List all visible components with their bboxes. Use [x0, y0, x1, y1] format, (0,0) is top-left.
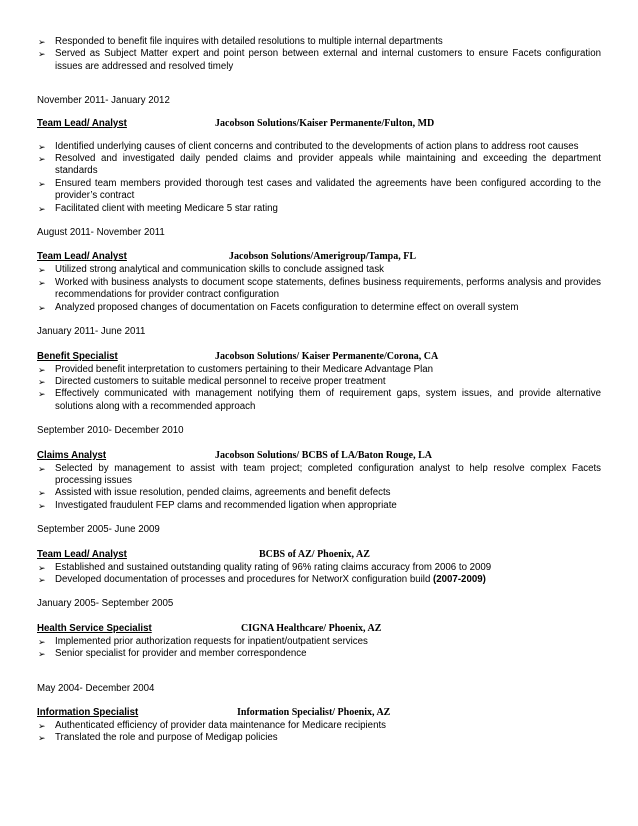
job-role-line: [37, 549, 601, 562]
job-title: Team Lead/ Analyst: [37, 251, 127, 263]
bullet-item: ➢ Translated the role and purpose of Medigap policies: [37, 732, 601, 744]
bullet-item: ➢ Identified underlying causes of client concerns and contributed to the developments of action plans to address root causes: [37, 141, 601, 153]
job-entry: [37, 227, 601, 314]
job-dates: January 2011- June 2011: [37, 326, 146, 338]
job-entry: [37, 683, 601, 745]
job-company: Jacobson Solutions/ Kaiser Permanente/Corona, CA: [215, 350, 439, 362]
bullet-item: ➢ Senior specialist for provider and member correspondence: [37, 648, 601, 660]
bullet-item: ➢ Selected by management to assist with team project; completed configuration analyst to help resolve complex Facets processing issues: [37, 463, 601, 488]
bullet-item: ➢ Directed customers to suitable medical personnel to receive proper treatment: [37, 376, 601, 388]
job-bullet-list: [37, 463, 601, 513]
bullet-item: ➢ Utilized strong analytical and communication skills to conclude assigned task: [37, 264, 601, 276]
job-company: BCBS of AZ/ Phoenix, AZ: [259, 548, 370, 560]
job-role-line: [37, 251, 601, 264]
job-bullet-list: [37, 141, 601, 215]
bullet-item: ➢ Investigated fraudulent FEP clams and recommended ligation when appropriate: [37, 500, 601, 512]
bullet-item: ➢ Assisted with issue resolution, pended claims, agreements and benefit defects: [37, 487, 601, 499]
job-entry: [37, 425, 601, 512]
bullet-item: ➢ Resolved and investigated daily pended claims and provider appeals while maintaining and exceeding the department standards: [37, 153, 601, 178]
job-role-line: [37, 707, 601, 720]
bullet-item: ➢ Facilitated client with meeting Medicare 5 star rating: [37, 203, 601, 215]
bullet-item: ➢ Served as Subject Matter expert and point person between external and internal customers to ensure Facets configuration issues are addressed and resolved timely: [37, 48, 601, 73]
job-dates: November 2011- January 2012: [37, 95, 170, 107]
job-role-line: [37, 623, 601, 636]
job-bullet-list: [37, 364, 601, 414]
job-dates: May 2004- December 2004: [37, 682, 155, 694]
bullet-date-range: (2007-2009): [433, 573, 486, 585]
job-role-line: [37, 450, 601, 463]
job-bullet-list: [37, 264, 601, 314]
job-entry: [37, 598, 601, 660]
resume-page: [37, 36, 601, 745]
job-title: Team Lead/ Analyst: [37, 117, 127, 129]
job-title: Claims Analyst: [37, 449, 107, 461]
bullet-item: ➢ Ensured team members provided thorough test cases and validated the agreements have been configured according to the provider’s contract: [37, 178, 601, 203]
job-entry: [37, 326, 601, 413]
job-role-line: [37, 351, 601, 364]
bullet-item: ➢ Implemented prior authorization requests for inpatient/outpatient services: [37, 636, 601, 648]
job-company: Jacobson Solutions/Amerigroup/Tampa, FL: [229, 251, 416, 263]
intro-bullet-list: [37, 36, 601, 73]
bullet-item: [37, 574, 601, 586]
bullet-item: ➢ Effectively communicated with management notifying them of requirement gaps, system issues, and provide alternative solutions along with a recommended approach: [37, 388, 601, 413]
bullet-item: ➢ Established and sustained outstanding quality rating of 96% rating claims accuracy from 2006 to 2009: [37, 562, 601, 574]
job-role-line: [37, 118, 601, 131]
job-dates: September 2010- December 2010: [37, 425, 184, 437]
job-title: Benefit Specialist: [37, 350, 118, 362]
bullet-item: ➢ Provided benefit interpretation to customers pertaining to their Medicare Advantage Plan: [37, 364, 601, 376]
job-title: Health Service Specialist: [37, 622, 152, 634]
job-company: Information Specialist/ Phoenix, AZ: [237, 707, 391, 718]
job-company: CIGNA Healthcare/ Phoenix, AZ: [241, 622, 382, 634]
job-title: Team Lead/ Analyst: [37, 548, 127, 560]
job-dates: August 2011- November 2011: [37, 227, 165, 239]
job-dates: September 2005- June 2009: [37, 524, 160, 536]
job-dates: January 2005- September 2005: [37, 598, 174, 610]
bullet-item: ➢ Responded to benefit file inquires with detailed resolutions to multiple internal departments: [37, 36, 601, 48]
job-bullet-list: [37, 636, 601, 661]
bullet-text: Developed documentation of processes and procedures for NetworX configuration build: [55, 573, 431, 585]
bullet-item: ➢ Authenticated efficiency of provider data maintenance for Medicare recipients: [37, 720, 601, 732]
bullet-item: ➢ Worked with business analysts to document scope statements, defines business requirements, performs analysis and provides recommendations for provider contract configuration: [37, 277, 601, 302]
bullet-item: ➢ Analyzed proposed changes of documentation on Facets configuration to determine effect on overall system: [37, 302, 601, 314]
job-bullet-list: [37, 562, 601, 587]
job-title: Information Specialist: [37, 707, 139, 718]
job-bullet-list: [37, 720, 601, 745]
job-company: Jacobson Solutions/Kaiser Permanente/Fulton, MD: [215, 117, 435, 129]
job-entry: [37, 524, 601, 586]
job-entry: [37, 95, 601, 215]
job-company: Jacobson Solutions/ BCBS of LA/Baton Rouge, LA: [215, 449, 432, 461]
